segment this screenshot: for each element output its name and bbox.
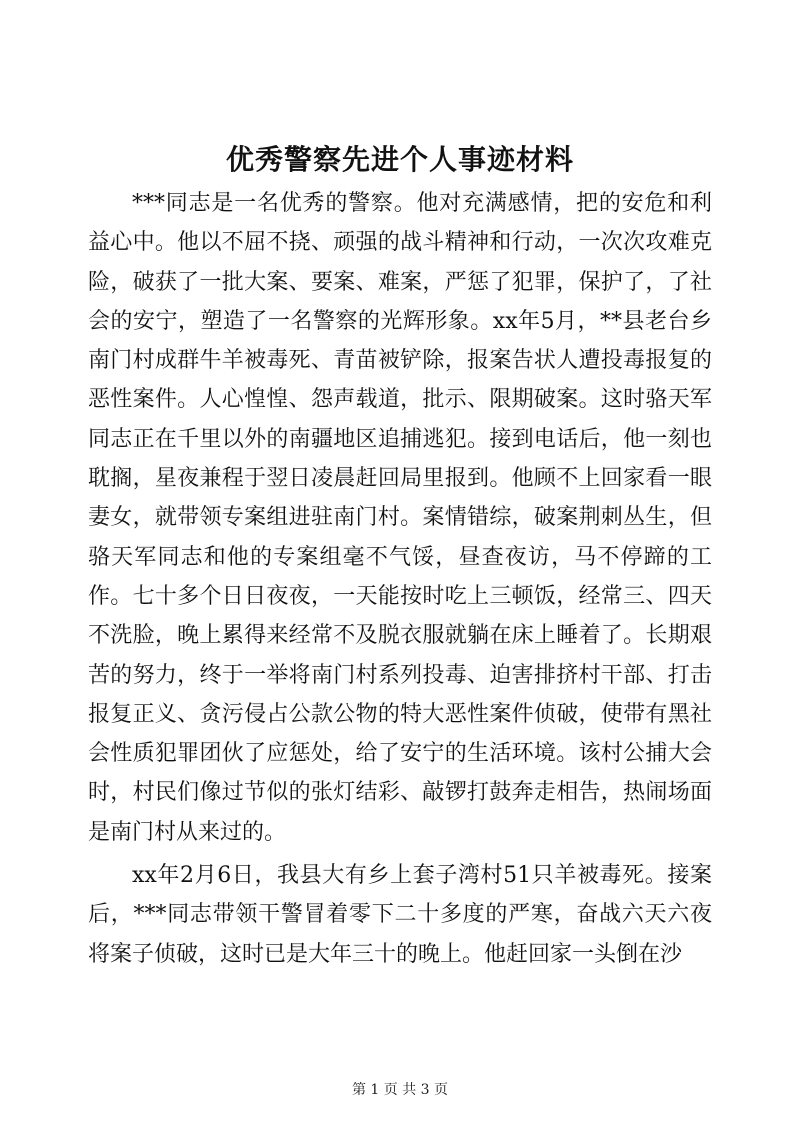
page-footer: 第 1 页 共 3 页: [351, 1082, 449, 1098]
paragraph-1: ***同志是一名优秀的警察。他对充满感情，把的安危和利益心中。他以不屈不挠、顽强的战斗精神和行动，一次次攻难克险，破获了一批大案、要案、难案，严惩了犯罪，保护了，了社会的安宁，塑造了一名警察的光辉形象。xx年5月，**县老台乡南门村成群牛羊被毒死、青苗被铲除，报案告状人遭投毒报复的恶性案件。人心惶惶、怨声载道，批示、限期破案。这时骆天军同志正在千里以外的南疆地区追捕逃犯。接到电话后，他一刻也耽搁，星夜兼程于翌日凌晨赶回局里报到。他顾不上回家看一眼妻女，就带领专案组进驻南门村。案情错综，破案荆刺丛生，但骆天军同志和他的专案组毫不气馁，昼查夜访，马不停蹄的工作。七十多个日日夜夜，一天能按时吃上三顿饭，经常三、四天不洗脸，晚上累得来经常不及脱衣服就躺在床上睡着了。长期艰苦的努力，终于一举将南门村系列投毒、迫害排挤村干部、打击报复正义、贪污侵占公款公物的特大恶性案件侦破，使带有黑社会性质犯罪团伙了应惩处，给了安宁的生活环境。该村公捕大会时，村民们像过节似的张灯结彩、敲锣打鼓奔走相告，热闹场面是南门村从来过的。: [88, 191, 712, 845]
paragraph-2: xx年2月6日，我县大有乡上套子湾村51只羊被毒死。接案后，***同志带领干警冒着零下二十多度的严寒，奋战六天六夜将案子侦破，这时已是大年三十的晚上。他赶回家一头倒在沙: [88, 863, 712, 967]
document-title: 优秀警察先进个人事迹材料: [225, 143, 574, 176]
document-body: [88, 184, 712, 974]
